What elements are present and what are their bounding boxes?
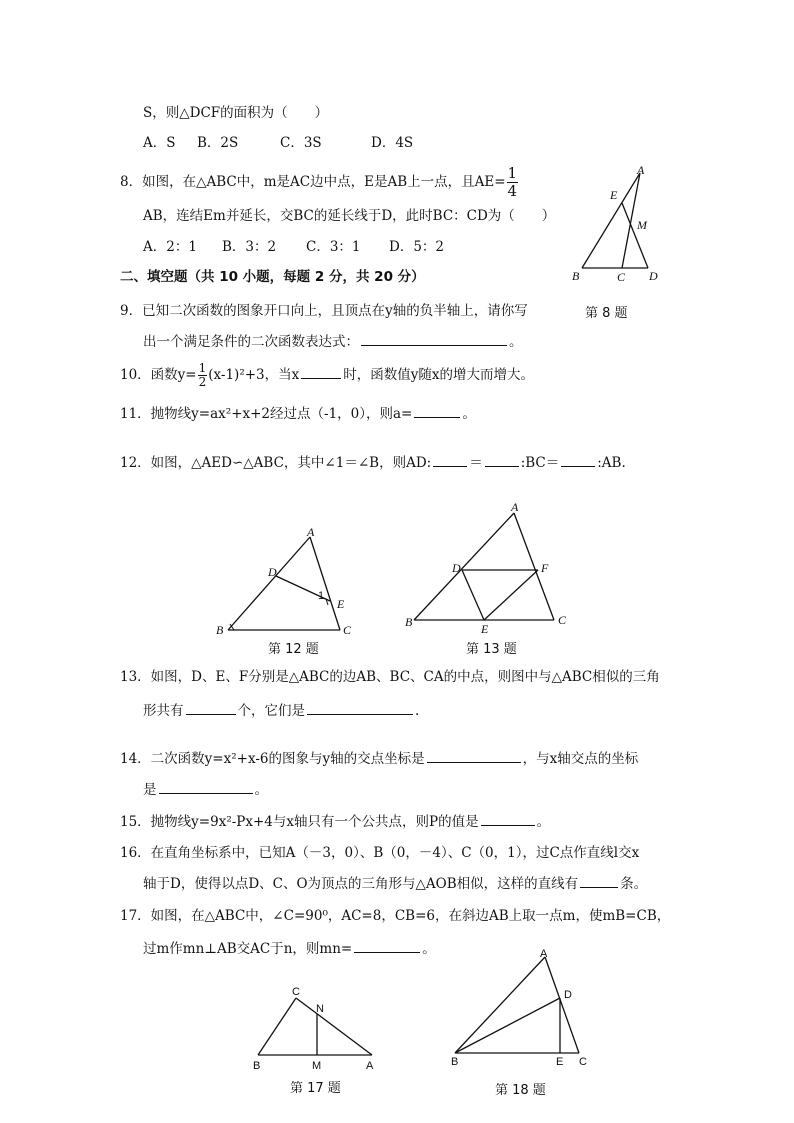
fig17-label-n: N — [316, 1003, 324, 1015]
q8-frac-num: 1 — [507, 164, 518, 182]
q14-line1-post: ，与x轴交点的坐标 — [522, 751, 639, 767]
fig12-label-d: D — [268, 565, 277, 579]
fig8-label-b: B — [572, 269, 580, 283]
q16-answer-blank[interactable] — [580, 875, 618, 888]
fig17-label-c: C — [292, 986, 300, 998]
q9-line1: 9．已知二次函数的图象开口向上，且顶点在y轴的负半轴上，请你写 — [120, 303, 528, 319]
q7-option-c: C．3S — [280, 135, 322, 151]
fig13-label-a: A — [511, 500, 519, 514]
q10-frac-den: 2 — [198, 375, 207, 389]
fig18-label-b: B — [451, 1056, 459, 1068]
q12-blank-3[interactable] — [561, 454, 595, 467]
q13-line2-mid: 个，它们是 — [237, 703, 305, 719]
figure-8 — [560, 160, 690, 290]
q8-line1-text: 8．如图，在△ABC中，m是AC边中点，E是AB上一点，且AE= — [120, 174, 506, 190]
q7-stem-tail: S，则△DCF的面积为（ ） — [143, 105, 329, 121]
q17-line2 — [143, 940, 436, 958]
fig18-label-d: D — [564, 989, 572, 1001]
q15-end: 。 — [536, 814, 551, 830]
fig17-label-b: B — [253, 1060, 261, 1072]
fig18-label-c: C — [579, 1056, 587, 1068]
figure-12 — [210, 522, 360, 642]
fig12-caption: 第 12 题 — [268, 642, 319, 657]
q16-line2 — [143, 875, 647, 893]
fig13-label-e: E — [481, 622, 489, 636]
q8-fraction — [507, 165, 519, 200]
fig8-label-e: E — [610, 188, 618, 202]
fig12-label-angle-1: 1 — [318, 590, 325, 602]
q15-pre: 15．抛物线y=9x²-Px+4与x轴只有一个公共点，则P的值是 — [120, 814, 479, 830]
figure-17 — [250, 985, 380, 1075]
q17-line1: 17．如图，在△ABC中，∠C=90⁰，AC=8，CB=6，在斜边AB上取一点m，使mB=CB， — [120, 908, 671, 924]
fig12-label-e: E — [337, 597, 345, 611]
q15-answer-blank[interactable] — [481, 813, 535, 826]
q13-line2-pre: 形共有 — [143, 703, 184, 719]
q9-answer-blank[interactable] — [361, 333, 507, 346]
q8-option-b: B．3：2 — [222, 239, 277, 255]
q11-end: 。 — [462, 406, 476, 422]
q14-x-intercept-blank[interactable] — [159, 781, 253, 794]
q7-option-d: D．4S — [371, 135, 414, 151]
q9-line2 — [143, 333, 523, 351]
q8-option-a: A．2：1 — [143, 239, 197, 255]
q14-line1-pre: 14．二次函数y=x²+x-6的图象与y轴的交点坐标是 — [120, 751, 425, 767]
q12-ab: :AB. — [597, 455, 626, 471]
q14-line2-end: 。 — [254, 782, 268, 798]
fig18-label-e: E — [556, 1056, 564, 1068]
q12-blank-1[interactable] — [433, 454, 467, 467]
q14-line1 — [120, 750, 638, 768]
q10-post: 时，函数值y随x的增大而增大。 — [343, 367, 535, 383]
fig13-caption: 第 13 题 — [466, 642, 517, 657]
q10-pre: 10．函数y= — [120, 367, 197, 383]
q12-blank-2[interactable] — [485, 454, 519, 467]
section-2-title: 二、填空题（共 10 小题，每题 2 分，共 20 分） — [120, 269, 425, 285]
fig12-label-c: C — [343, 623, 352, 637]
q16-line2-pre: 轴于D，使得以点D、C、O为顶点的三角形与△AOB相似，这样的直线有 — [143, 876, 579, 892]
q8-frac-den: 4 — [507, 182, 518, 200]
fig13-label-c: C — [558, 613, 567, 627]
fig8-label-d: D — [649, 269, 658, 283]
q13-line1: 13．如图，D、E、F分别是△ABC的边AB、BC、CA的中点，则图中与△ABC相似的三角 — [120, 669, 660, 685]
q12-bc: :BC＝ — [520, 455, 560, 471]
fig13-label-d: D — [452, 561, 461, 575]
q8-line1 — [120, 165, 519, 200]
q9-line2-text: 出一个满足条件的二次函数表达式： — [143, 334, 359, 350]
fig18-caption: 第 18 题 — [495, 1083, 546, 1098]
q10-line — [120, 358, 534, 392]
fig17-label-a: A — [366, 1060, 374, 1072]
figure-18 — [445, 945, 595, 1070]
fig13-label-f: F — [541, 561, 549, 575]
figure-13 — [400, 498, 580, 638]
q13-line2-end: . — [415, 703, 420, 719]
q8-caption: 第 8 题 — [585, 306, 628, 321]
fig8-label-m: M — [637, 218, 647, 232]
q12-line — [120, 454, 626, 472]
q13-list-blank[interactable] — [307, 702, 413, 715]
q15-line — [120, 813, 550, 831]
q8-line2: AB，连结Em并延长，交BC的延长线于D，此时BC：CD为（ ） — [143, 208, 556, 224]
q8-option-d: D．5：2 — [389, 239, 445, 255]
q12-eq: ＝ — [469, 455, 483, 471]
fig8-label-c: C — [617, 270, 626, 284]
q14-line2 — [143, 781, 268, 799]
q11-pre: 11．抛物线y=ax²+x+2经过点（-1，0），则a= — [120, 406, 413, 422]
fig17-caption: 第 17 题 — [290, 1081, 341, 1096]
fig12-label-a: A — [307, 525, 315, 539]
fig18-label-a: A — [540, 948, 548, 960]
q16-line2-end: 条。 — [620, 876, 648, 892]
q16-line1: 16．在直角坐标系中，已知A（－3，0）、B（0，－4）、C（0，1），过C点作直线l交x — [120, 845, 640, 861]
fig13-label-b: B — [405, 615, 413, 629]
q13-count-blank[interactable] — [186, 702, 236, 715]
fig17-label-m: M — [312, 1060, 322, 1072]
q10-mid: (x-1)²+3，当x — [208, 367, 300, 383]
q10-fraction — [198, 362, 208, 389]
fig8-label-a: A — [637, 163, 645, 177]
q9-end: 。 — [509, 334, 523, 350]
q17-line2-pre: 过m作mn⊥AB交AC于n，则mn= — [143, 941, 353, 957]
q10-frac-num: 1 — [198, 361, 207, 375]
q7-option-b: B．2S — [197, 135, 239, 151]
q17-line2-end: 。 — [422, 941, 436, 957]
q14-y-intercept-blank[interactable] — [427, 750, 521, 763]
fig12-label-b: B — [216, 623, 224, 637]
q7-option-a: A．S — [143, 135, 176, 151]
q8-option-c: C．3：1 — [306, 239, 361, 255]
q12-pre: 12．如图，△AED∽△ABC，其中∠1＝∠B，则AD: — [120, 455, 432, 471]
q10-answer-blank[interactable] — [301, 366, 341, 379]
q17-answer-blank[interactable] — [354, 940, 420, 953]
q13-line2 — [143, 702, 419, 720]
q14-line2-pre: 是 — [143, 782, 157, 798]
q11-answer-blank[interactable] — [414, 405, 460, 418]
q11-line — [120, 405, 476, 423]
